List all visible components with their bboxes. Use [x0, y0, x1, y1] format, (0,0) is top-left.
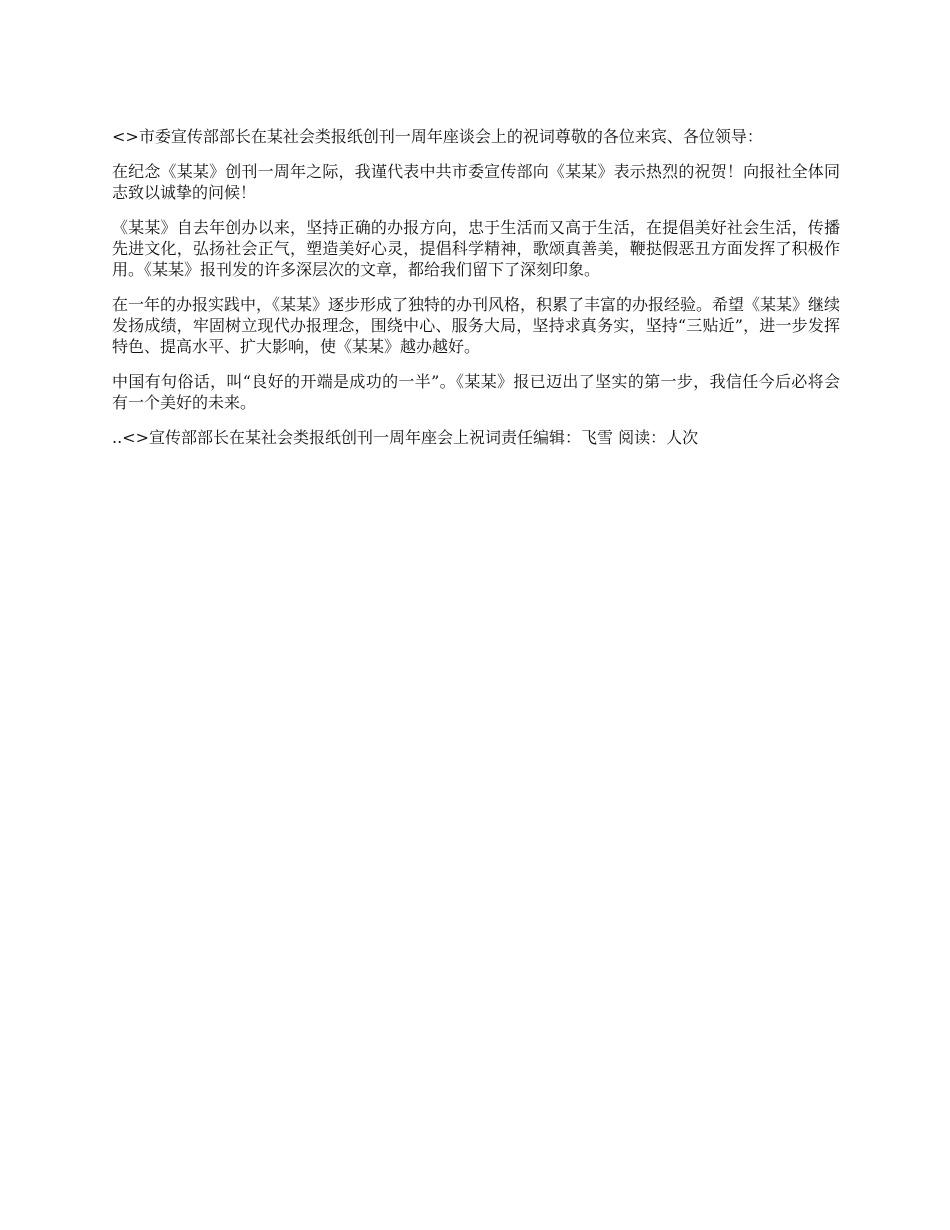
paragraph-4: 中国有句俗话，叫“良好的开端是成功的一半”。《某某》报已迈出了坚实的第一步，我信任今后必将会有一个美好的未来。: [112, 372, 840, 412]
document-body: [112, 126, 840, 448]
document-footer: ..<>宣传部部长在某社会类报纸创刊一周年座会上祝词责任编辑：飞雪 阅读：人次: [112, 428, 699, 447]
paragraph-1: 在纪念《某某》创刊一周年之际，我谨代表中共市委宣传部向《某某》表示热烈的祝贺！向报社全体同志致以诚挚的问候！: [112, 162, 840, 202]
paragraph-3: 在一年的办报实践中，《某某》逐步形成了独特的办刊风格，积累了丰富的办报经验。希望《某某》继续发扬成绩，牢固树立现代办报理念，围绕中心、服务大局，坚持求真务实，坚持“三贴近”，进一步发挥特色、提高水平、扩大影响，使《某某》越办越好。: [112, 295, 841, 356]
document-heading: <>市委宣传部部长在某社会类报纸创刊一周年座谈会上的祝词尊敬的各位来宾、各位领导：: [112, 127, 763, 146]
paragraph-2: 《某某》自去年创办以来，坚持正确的办报方向，忠于生活而又高于生活，在提倡美好社会生活，传播先进文化，弘扬社会正气，塑造美好心灵，提倡科学精神，歌颂真善美，鞭挞假恶丑方面发挥了积极作用。《某某》报刊发的许多深层次的文章，都给我们留下了深刻印象。: [112, 218, 840, 279]
